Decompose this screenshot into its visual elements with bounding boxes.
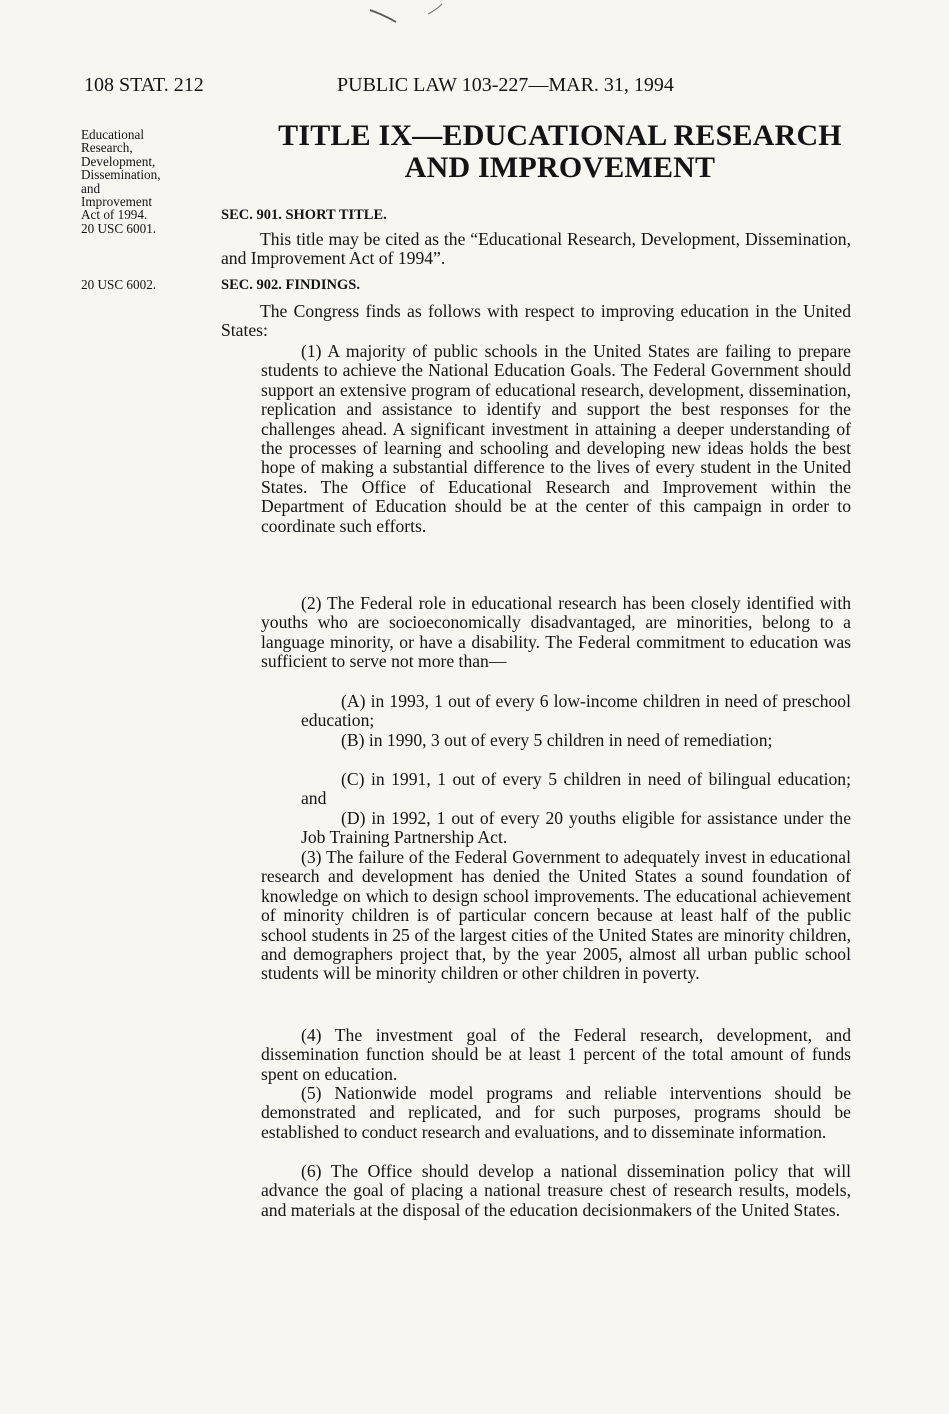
title-heading <box>230 120 890 184</box>
page-stat-number: 108 STAT. 212 <box>84 74 204 96</box>
finding-4: (4) The investment goal of the Federal research, development, and dissemination function should be at least 1 percent of the total amount of funds spent on education. <box>261 1025 851 1084</box>
margin-note-line: Development, <box>81 153 156 169</box>
finding-2: (2) The Federal role in educational research has been closely identified with youths who are socioeconomically disadvantaged, are minorities, belong to a language minority, or have a disability. The Federal commitment to education was sufficient to serve not more than— <box>261 593 851 672</box>
margin-note-short-title <box>81 128 211 235</box>
finding-6: (6) The Office should develop a national dissemination policy that will advance the goal of placing a national treasure chest of research results, models, and materials at the disposal of the education decisionmakers of the United States. <box>261 1161 851 1220</box>
finding-2-a: (A) in 1993, 1 out of every 6 low-income children in need of preschool education; <box>301 691 851 731</box>
finding-5: (5) Nationwide model programs and reliable interventions should be demonstrated and replicated, and for such purposes, programs should be established to conduct research and evaluations, and to disseminate information. <box>261 1083 851 1142</box>
margin-note-line: and <box>81 180 101 196</box>
finding-2-b: (B) in 1990, 3 out of every 5 children in need of remediation; <box>341 730 773 750</box>
section-901-text: This title may be cited as the “Educational Research, Development, Dissemination, and Improvement Act of 1994”. <box>221 229 851 269</box>
public-law-header: PUBLIC LAW 103-227—MAR. 31, 1994 <box>337 74 674 96</box>
finding-2-d: (D) in 1992, 1 out of every 20 youths eligible for assistance under the Job Training Partnership Act. <box>301 808 851 848</box>
margin-note-line: 20 USC 6001. <box>81 220 157 236</box>
margin-note-findings: 20 USC 6002. <box>81 277 157 292</box>
title-line-1: TITLE IX—EDUCATIONAL RESEARCH <box>278 119 842 152</box>
findings-intro: The Congress finds as follows with respect to improving education in the United States: <box>221 301 851 341</box>
section-901-heading: SEC. 901. SHORT TITLE. <box>221 207 387 223</box>
margin-note-line: Research, <box>81 140 133 156</box>
margin-note-line: Dissemination, <box>81 167 161 183</box>
margin-note-line: Act of 1994. <box>81 207 148 223</box>
finding-3: (3) The failure of the Federal Government to adequately invest in educational research and development has denied the United States a sound foundation of knowledge on which to design school improvements. The educational achievement of minority children is of particular concern because at least half of the public school students in 25 of the largest cities of the United States are minority children, and demographers project that, by the year 2005, almost all urban public school students will be minority children or other children in poverty. <box>261 847 851 984</box>
section-902-heading: SEC. 902. FINDINGS. <box>221 277 360 293</box>
margin-note-line: Educational <box>81 127 144 142</box>
margin-note-line: Improvement <box>81 194 153 210</box>
finding-2-c: (C) in 1991, 1 out of every 5 children in need of bilingual education; and <box>301 769 851 809</box>
finding-1: (1) A majority of public schools in the United States are failing to prepare students to achieve the National Education Goals. The Federal Government should support an extensive program of educational research, development, dissemination, replication and assistance to identify and support the best responses for the challenges ahead. A significant investment in attaining a deeper understanding of the processes of learning and schooling and developing new ideas holds the best hope of making a substantial difference to the lives of every student in the United States. The Office of Educational Research and Improvement within the Department of Education should be at the center of this campaign in order to coordinate such efforts. <box>261 341 851 536</box>
title-line-2: AND IMPROVEMENT <box>404 151 716 184</box>
scan-artifact-mark <box>370 0 450 30</box>
